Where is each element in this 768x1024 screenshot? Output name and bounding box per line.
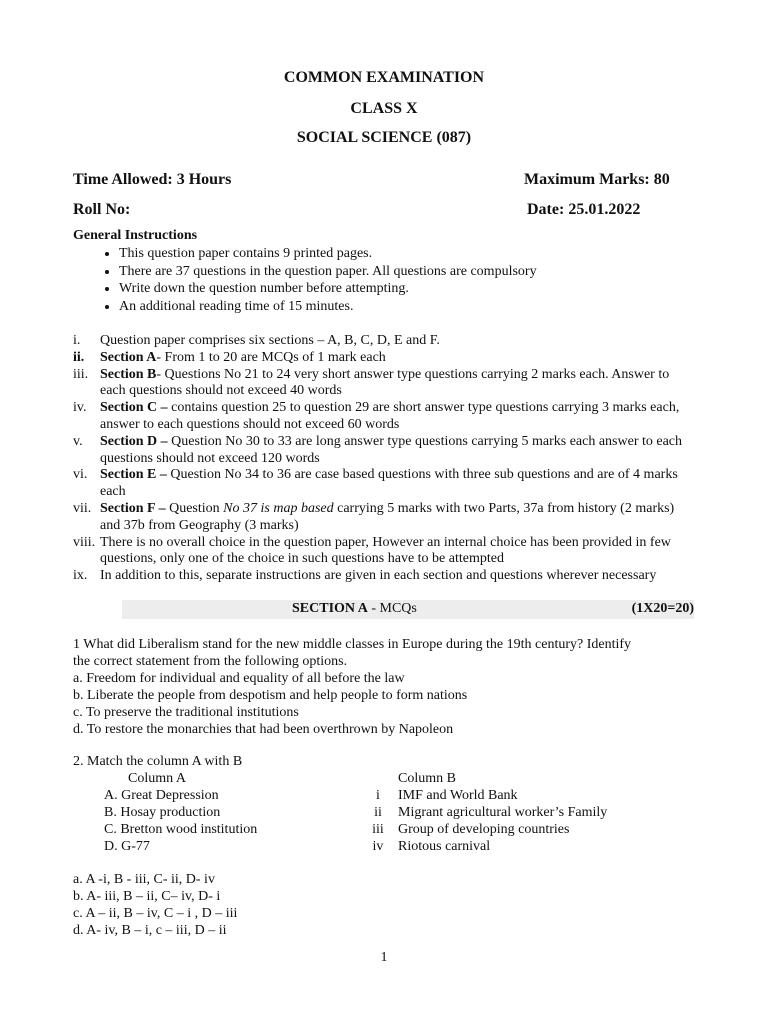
page-number: 1 xyxy=(380,950,388,965)
question-2-option: c. A – ii, B – iv, C – i , D – iii xyxy=(73,906,238,921)
general-instructions-list xyxy=(76,245,537,315)
instruction-bullet: • There are 37 questions in the question paper. All questions are compulsory xyxy=(119,263,537,281)
subject-title: SOCIAL SCIENCE (087) xyxy=(296,129,472,146)
question-2-option: d. A- iv, B – i, c – iii, D – ii xyxy=(73,923,227,938)
question-2-stem: 2. Match the column A with B xyxy=(73,754,243,769)
column-a-item: A. Great Depression xyxy=(104,788,219,803)
instruction-item: viii. There is no overall choice in the question paper, However an internal choice has been provided in few questions, only one of the choice in such questions have to be attempted xyxy=(73,534,671,567)
question-1-option: d. To restore the monarchies that had been overthrown by Napoleon xyxy=(73,722,454,737)
column-a-item: D. G-77 xyxy=(104,839,150,854)
section-instructions xyxy=(73,333,693,585)
question-1 xyxy=(73,636,698,738)
question-1-option: b. Liberate the people from despotism and help people to form nations xyxy=(73,688,468,703)
instruction-bullet: • Write down the question number before attempting. xyxy=(119,280,537,298)
column-b-numbers xyxy=(368,787,388,855)
question-2-option: b. A- iii, B – ii, C– iv, D- i xyxy=(73,889,221,904)
column-b-number: ii xyxy=(374,805,382,820)
instruction-bullet: • An additional reading time of 15 minutes. xyxy=(119,298,537,316)
question-1-stem-cont: the correct statement from the following options. xyxy=(73,654,348,669)
question-2-option: a. A -i, B - iii, C- ii, D- iv xyxy=(73,872,215,887)
column-b-item: Migrant agricultural worker’s Family xyxy=(398,805,608,820)
question-1-option: a. Freedom for individual and equality of all before the law xyxy=(73,671,405,686)
column-b-item: Group of developing countries xyxy=(398,822,570,837)
instruction-item: iii. Section B- Questions No 21 to 24 very short answer type questions carrying 2 marks each. Answer to each questions should not exceed 40 words xyxy=(73,366,670,399)
column-b-number: iii xyxy=(372,822,384,837)
instruction-item: v. Section D – Question No 30 to 33 are long answer type questions carrying 5 marks each answer to each questions should not exceed 120 words xyxy=(73,433,683,466)
column-b-item: IMF and World Bank xyxy=(398,788,518,803)
section-a-title: SECTION A xyxy=(292,601,368,616)
column-b-number: i xyxy=(376,788,380,803)
column-b-list xyxy=(398,787,607,855)
column-a-item: C. Bretton wood institution xyxy=(104,822,258,837)
column-a-list xyxy=(104,787,257,855)
column-a-title: Column A xyxy=(128,771,186,786)
column-b-item: Riotous carnival xyxy=(398,839,491,854)
instruction-item: ix. In addition to this, separate instructions are given in each section and questions wherever necessary xyxy=(73,568,657,584)
question-1-stem: 1 What did Liberalism stand for the new middle classes in Europe during the 19th century? Identify xyxy=(73,637,632,652)
class-title: CLASS X xyxy=(350,100,418,117)
instruction-item: ii. Section A- From 1 to 20 are MCQs of 1 mark each xyxy=(73,349,386,365)
instruction-item: i. Question paper comprises six sections – A, B, C, D, E and F. xyxy=(73,333,440,348)
question-2-options xyxy=(73,871,698,939)
question-1-option: c. To preserve the traditional institutions xyxy=(73,705,299,720)
exam-title: COMMON EXAMINATION xyxy=(283,69,485,86)
section-a-marks: (1X20=20) xyxy=(631,601,694,616)
time-allowed: Time Allowed: 3 Hours xyxy=(73,171,232,188)
maximum-marks: Maximum Marks: 80 xyxy=(524,171,670,188)
general-instructions-title: General Instructions xyxy=(73,228,198,243)
roll-no: Roll No: xyxy=(73,201,131,218)
column-a-item: B. Hosay production xyxy=(104,805,221,820)
instruction-item: vii. Section F – Question No 37 is map based carrying 5 marks with two Parts, 37a from history (2 marks) and 37b from Geography (3 marks) xyxy=(73,500,675,533)
exam-date: Date: 25.01.2022 xyxy=(527,201,641,218)
instruction-item: iv. Section C – contains question 25 to question 29 are short answer type questions carrying 3 marks each, answer to each questions should not exceed 60 words xyxy=(73,400,680,432)
section-a-header xyxy=(122,600,694,619)
column-b-number: iv xyxy=(372,839,384,854)
instruction-bullet: • This question paper contains 9 printed pages. xyxy=(119,245,537,263)
section-a-suffix: - MCQs xyxy=(367,601,417,616)
column-b-title: Column B xyxy=(398,771,456,786)
instruction-item: vi. Section E – Question No 34 to 36 are case based questions with three sub questions and are of 4 marks each xyxy=(73,467,678,500)
